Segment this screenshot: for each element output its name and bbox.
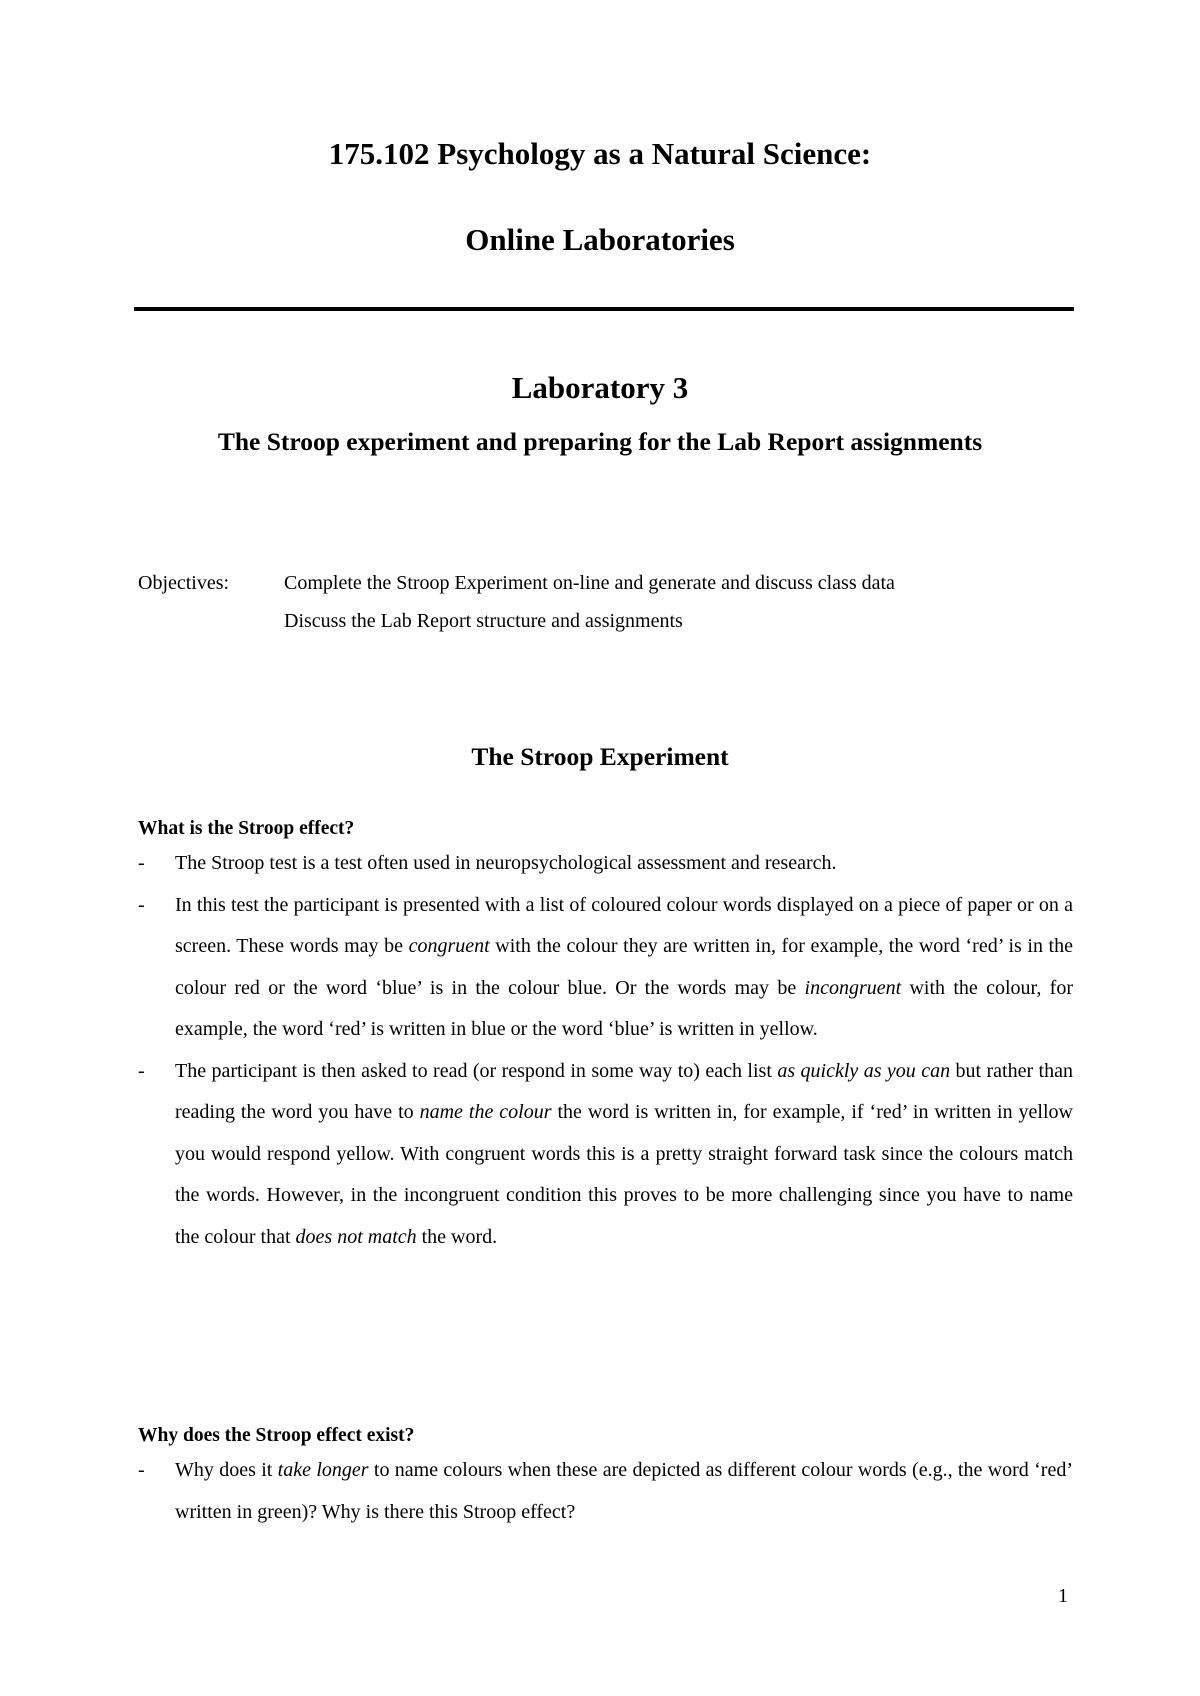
horizontal-divider <box>134 307 1074 311</box>
question-heading: Why does the Stroop effect exist? <box>138 1425 415 1446</box>
question-heading: What is the Stroop effect? <box>138 818 355 839</box>
bullet-text: with the colour, for example, the word ‘red’ is written in blue or the word ‘blue’ is written in yellow. <box>175 976 1073 1040</box>
course-title: 175.102 Psychology as a Natural Science: <box>328 136 872 171</box>
emphasis-text: as quickly as you can <box>777 1059 951 1082</box>
bullet-text: with the colour they are written in, for example, the word ‘red’ is in the colour red or the word ‘blue’ is in the colour blue. Or the words may be <box>175 935 1073 999</box>
bullet-text: the word is written in, for example, if ‘red’ in written in yellow you would respond yellow. With congruent words this is a pretty straight forward task since the colours match the words. However, in the incongruent condition this proves to be more challenging since you have to name the colour that <box>175 1101 1073 1248</box>
emphasis-text: congruent <box>408 935 490 957</box>
bullet-text: to name colours when these are depicted as different colour words (e.g., the word ‘red’ written in green)? Why is there this Stroop effect? <box>175 1459 1074 1523</box>
emphasis-text: does not match <box>295 1225 417 1248</box>
section-title: The Stroop Experiment <box>471 742 729 771</box>
bullet-dash: - <box>138 1459 145 1481</box>
emphasis-text: name the colour <box>419 1101 552 1123</box>
list-item <box>138 1051 1073 1259</box>
bullet-list <box>138 843 1073 1258</box>
lab-subtitle: The Stroop experiment and preparing for the Lab Report assignments <box>217 427 983 456</box>
course-subtitle: Online Laboratories <box>465 222 735 257</box>
bullet-text: the word. <box>416 1225 498 1248</box>
list-item <box>138 1450 1073 1533</box>
objective-item: Complete the Stroop Experiment on-line and generate and discuss class data <box>284 572 895 594</box>
objective-item: Discuss the Lab Report structure and assignments <box>284 610 683 632</box>
page-number: 1 <box>1058 1585 1068 1607</box>
bullet-text: In this test the participant is presented with a list of coloured colour words displayed on a piece of paper or on a screen. These words may be <box>175 893 1073 957</box>
bullet-dash: - <box>138 852 145 874</box>
bullet-text: but rather than reading the word you have to <box>175 1059 1073 1123</box>
bullet-list <box>138 1450 1073 1533</box>
bullet-dash: - <box>138 893 145 916</box>
list-item <box>138 843 1073 885</box>
bullet-text: Why does it <box>175 1459 278 1481</box>
lab-title: Laboratory 3 <box>511 370 689 405</box>
list-item <box>138 885 1073 1051</box>
bullet-dash: - <box>138 1059 145 1082</box>
emphasis-text: take longer <box>277 1459 369 1481</box>
emphasis-text: incongruent <box>804 976 902 999</box>
objectives-label: Objectives: <box>138 572 230 594</box>
bullet-text: The participant is then asked to read (or respond in some way to) each list <box>175 1059 778 1082</box>
bullet-text: The Stroop test is a test often used in neuropsychological assessment and research. <box>175 852 837 874</box>
